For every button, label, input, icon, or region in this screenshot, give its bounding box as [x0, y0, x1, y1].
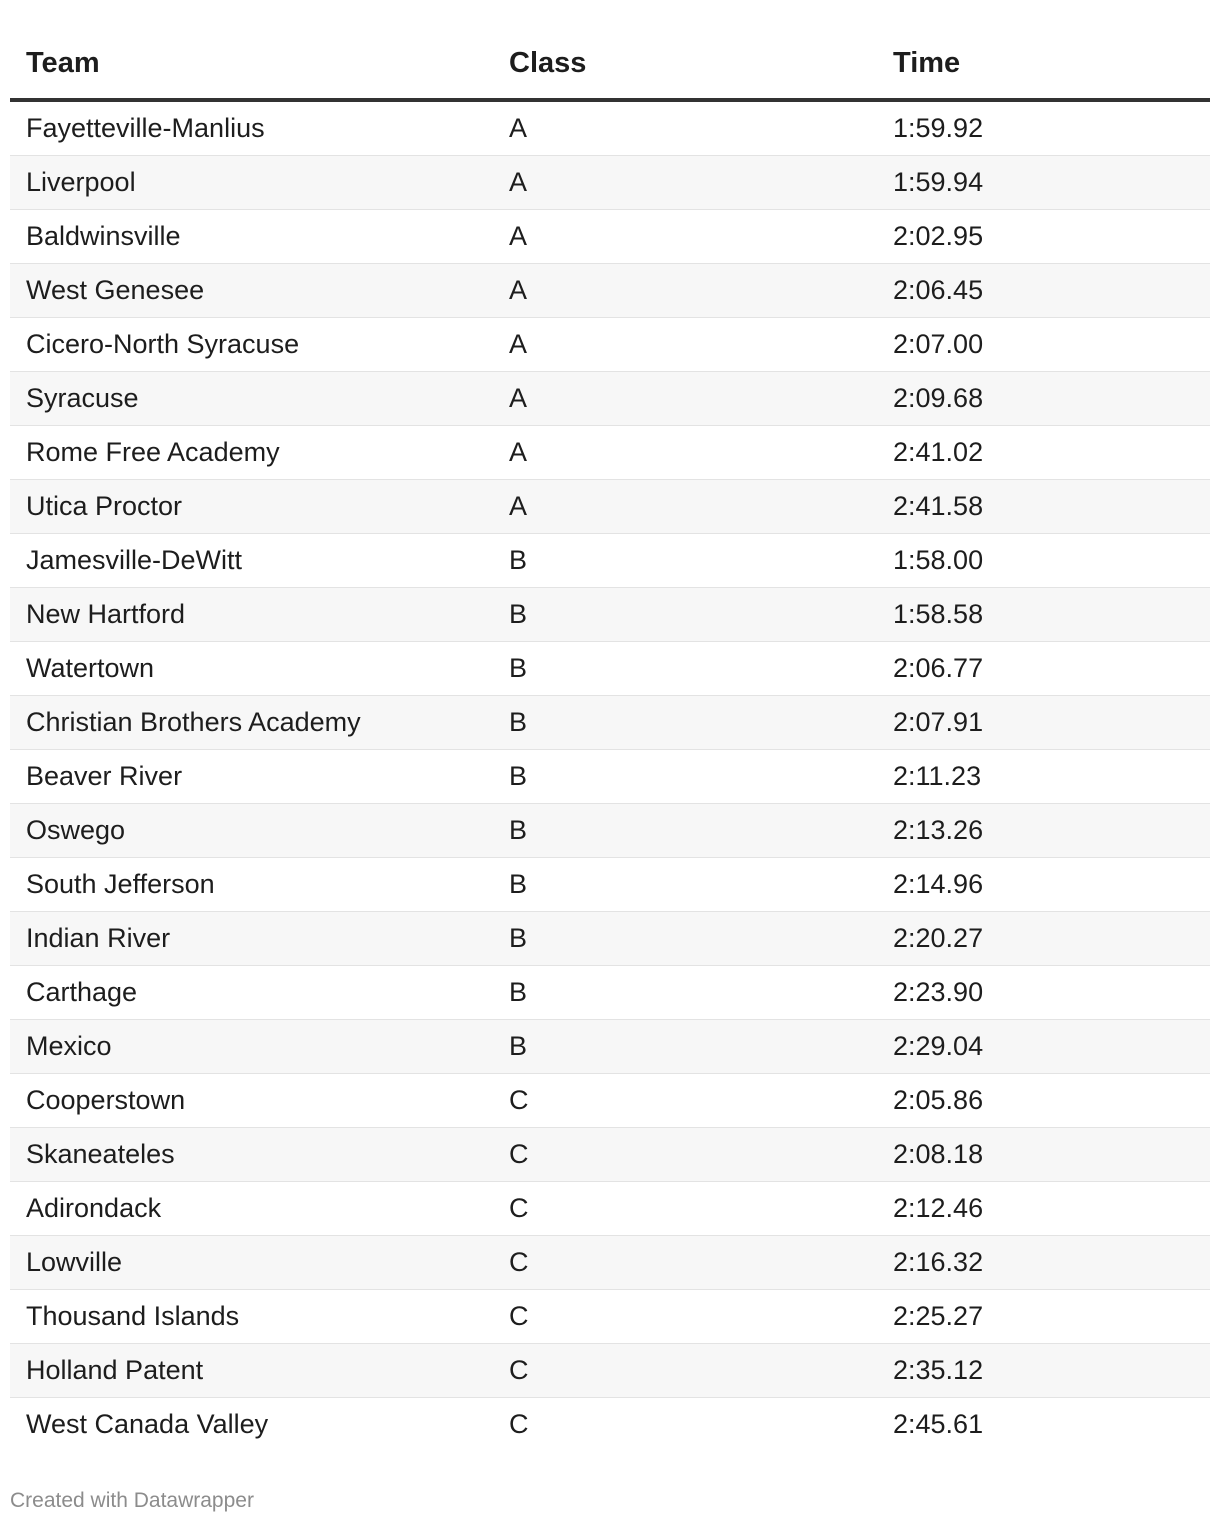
column-header-time[interactable]: Time	[877, 28, 1210, 100]
class-cell: B	[493, 750, 877, 804]
table-row	[10, 966, 1210, 1020]
time-cell: 2:45.61	[893, 1409, 984, 1439]
table-row	[10, 534, 1210, 588]
class-cell: C	[493, 1290, 877, 1344]
team-cell: West Canada Valley	[26, 1409, 269, 1439]
table-body	[10, 100, 1210, 1451]
team-cell: Syracuse	[10, 372, 493, 426]
team-cell: Cicero-North Syracuse	[10, 318, 493, 372]
table-row	[10, 372, 1210, 426]
team-cell: New Hartford	[10, 588, 493, 642]
team-cell: Holland Patent	[10, 1344, 493, 1398]
table-row	[10, 156, 1210, 210]
class-cell: B	[493, 588, 877, 642]
column-header-class[interactable]: Class	[493, 28, 877, 100]
time-cell: 2:06.77	[877, 642, 1210, 696]
column-header-team[interactable]: Team	[10, 28, 493, 100]
team-cell: Oswego	[10, 804, 493, 858]
time-cell: 2:25.27	[877, 1290, 1210, 1344]
team-cell: South Jefferson	[10, 858, 493, 912]
class-cell: A	[493, 156, 877, 210]
class-cell: B	[493, 858, 877, 912]
table-row	[10, 912, 1210, 966]
team-cell: Fayetteville-Manlius	[10, 100, 493, 156]
table-row	[10, 1236, 1210, 1290]
table-row	[10, 858, 1210, 912]
table-row	[10, 318, 1210, 372]
class-cell: C	[493, 1128, 877, 1182]
table-row	[10, 1182, 1210, 1236]
class-cell: C	[493, 1344, 877, 1398]
team-cell: Lowville	[10, 1236, 493, 1290]
team-cell: Mexico	[10, 1020, 493, 1074]
table-row	[10, 642, 1210, 696]
class-cell: C	[493, 1236, 877, 1290]
team-cell: Christian Brothers Academy	[10, 696, 493, 750]
time-cell: 2:07.00	[877, 318, 1210, 372]
time-cell: 1:59.92	[877, 100, 1210, 156]
team-cell: Watertown	[10, 642, 493, 696]
team-cell: Liverpool	[10, 156, 493, 210]
team-cell: Baldwinsville	[10, 210, 493, 264]
team-cell: Thousand Islands	[10, 1290, 493, 1344]
class-cell: C	[493, 1074, 877, 1128]
table-row	[10, 100, 1210, 156]
class-cell: A	[493, 264, 877, 318]
time-cell: 2:11.23	[877, 750, 1210, 804]
class-cell: B	[493, 642, 877, 696]
team-cell: Adirondack	[10, 1182, 493, 1236]
class-cell: A	[493, 318, 877, 372]
team-cell: Utica Proctor	[10, 480, 493, 534]
class-cell: B	[493, 804, 877, 858]
class-cell: A	[493, 210, 877, 264]
time-cell: 2:14.96	[877, 858, 1210, 912]
team-cell: West Genesee	[10, 264, 493, 318]
team-cell: Indian River	[10, 912, 493, 966]
time-cell: 2:35.12	[877, 1344, 1210, 1398]
class-cell: B	[493, 696, 877, 750]
table-row	[10, 1290, 1210, 1344]
table-row	[10, 426, 1210, 480]
time-cell: 2:41.58	[877, 480, 1210, 534]
class-cell: B	[493, 534, 877, 588]
time-cell: 1:59.94	[877, 156, 1210, 210]
table-header-row	[10, 28, 1210, 100]
table-row	[10, 1344, 1210, 1398]
team-cell: Rome Free Academy	[10, 426, 493, 480]
table-row	[10, 750, 1210, 804]
time-cell: 1:58.00	[877, 534, 1210, 588]
team-cell: Beaver River	[10, 750, 493, 804]
table-row	[10, 1398, 1210, 1452]
team-cell: Skaneateles	[10, 1128, 493, 1182]
time-cell: 2:06.45	[877, 264, 1210, 318]
class-cell: B	[493, 966, 877, 1020]
time-cell: 2:09.68	[877, 372, 1210, 426]
table-row	[10, 804, 1210, 858]
time-cell: 2:05.86	[877, 1074, 1210, 1128]
time-cell: 2:12.46	[877, 1182, 1210, 1236]
time-cell: 1:58.58	[877, 588, 1210, 642]
table-row	[10, 1074, 1210, 1128]
class-cell: A	[493, 372, 877, 426]
class-cell: A	[493, 480, 877, 534]
table-row	[10, 1020, 1210, 1074]
table-row	[10, 696, 1210, 750]
table-row	[10, 1128, 1210, 1182]
team-cell: Carthage	[10, 966, 493, 1020]
class-cell: A	[493, 426, 877, 480]
time-cell: 2:13.26	[877, 804, 1210, 858]
class-cell: B	[493, 912, 877, 966]
table-row	[10, 588, 1210, 642]
class-cell: B	[493, 1020, 877, 1074]
class-cell: C	[509, 1409, 529, 1439]
table-row	[10, 480, 1210, 534]
time-cell: 2:29.04	[877, 1020, 1210, 1074]
time-cell: 2:07.91	[877, 696, 1210, 750]
results-table	[10, 28, 1210, 1451]
table-row	[10, 264, 1210, 318]
time-cell: 2:23.90	[877, 966, 1210, 1020]
team-cell: Jamesville-DeWitt	[10, 534, 493, 588]
time-cell: 2:16.32	[877, 1236, 1210, 1290]
time-cell: 2:20.27	[877, 912, 1210, 966]
results-table-container	[10, 28, 1210, 1451]
datawrapper-credit[interactable]: Created with Datawrapper	[10, 1489, 254, 1512]
class-cell: C	[493, 1182, 877, 1236]
team-cell: Cooperstown	[10, 1074, 493, 1128]
table-row	[10, 210, 1210, 264]
class-cell: A	[493, 100, 877, 156]
time-cell: 2:08.18	[877, 1128, 1210, 1182]
time-cell: 2:02.95	[877, 210, 1210, 264]
time-cell: 2:41.02	[877, 426, 1210, 480]
